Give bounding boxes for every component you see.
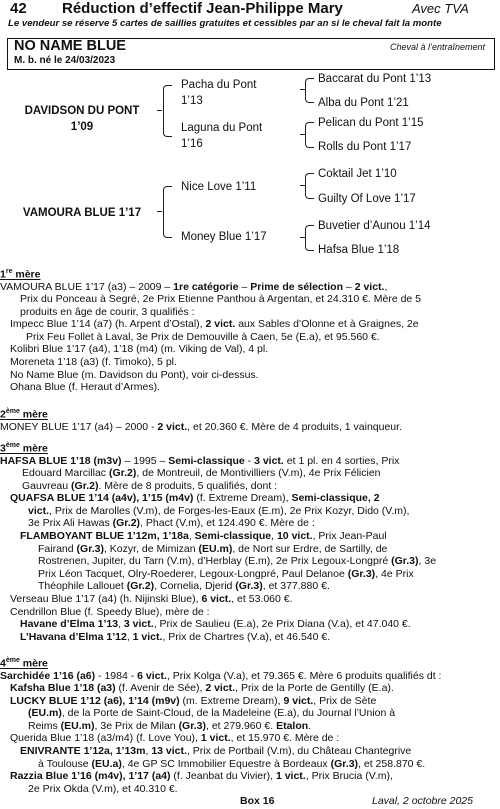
brace-dam	[163, 186, 172, 238]
text: .	[308, 719, 312, 732]
first-dam-line: Ohana Blue (f. Heraut d’Armes).	[10, 381, 160, 394]
text: (Gr.3)	[178, 719, 206, 732]
third-dam-line	[0, 505, 436, 518]
text: Edouard Marcillac	[22, 467, 109, 480]
text: (Gr.3)	[347, 567, 376, 580]
text: QUAFSA BLUE 1’14 (a4v), 1’15 (m4v)	[10, 492, 194, 505]
text: à Toulouse	[38, 757, 92, 770]
first-dam-line	[0, 318, 421, 331]
third-dam-title-num: 3	[0, 442, 6, 455]
pedigree-sire	[12, 103, 152, 135]
footer-box-number: Box 16	[240, 795, 275, 807]
pedigree-sire-dam-name: Laguna du Pont	[181, 122, 263, 134]
third-dam-section	[0, 442, 436, 643]
first-dam-title-sup: re	[5, 268, 13, 275]
text: Havane d’Elma 1’13	[20, 618, 119, 631]
pedigree-dam-dam: Money Blue 1’17	[181, 231, 267, 243]
text: , Phact (V.m), et 124.490 €. Mère de :	[140, 517, 315, 530]
pedigree-sire-name: DAVIDSON DU PONT 1’09	[24, 105, 140, 133]
brace-g56	[305, 173, 314, 199]
text: Semi-classique	[291, 492, 368, 505]
text: ,	[126, 630, 133, 643]
text: Querida Blue 1’18 (a3/m4) (f. Love You),	[10, 732, 201, 745]
text: Semi-classique	[194, 530, 272, 543]
text: MONEY BLUE 1’17 (a4) – 2000 -	[0, 420, 158, 433]
fourth-dam-line	[0, 770, 441, 783]
text: 1 vict.	[275, 770, 306, 783]
text: (Gr.3)	[330, 757, 359, 770]
text: (Gr.2)	[108, 467, 137, 480]
brace-g56-mid	[300, 185, 305, 186]
first-dam-line: Prix du Ponceau à Segré, 2e Prix Etienne Panthou à Argentan, et 24.310 €. Mère de 5	[20, 293, 422, 306]
text: , et 377.880 €.	[262, 580, 330, 593]
text: L’Havana d’Elma 1’12	[20, 630, 127, 643]
brace-g12-mid	[300, 89, 305, 90]
text: , et 20.360 €. Mère de 4 produits, 1 vainqueur.	[187, 420, 402, 433]
third-dam-line	[0, 543, 436, 556]
text: Fairand	[38, 542, 77, 555]
text: , de Nort sur Erdre, de Sartilly, de	[232, 542, 388, 555]
lot-number: 42	[10, 0, 27, 17]
text: , 3e Prix de Milan	[94, 719, 179, 732]
text: (Gr.2)	[126, 580, 155, 593]
third-dam-line	[0, 492, 436, 505]
first-dam-title	[0, 268, 421, 281]
text: Rostrenen, Jupiter, du Tarn (V.m), d’Herblay (E.m), 2e Prix Legoux-Longpré	[38, 555, 392, 568]
text: LUCKY BLUE 1’12 (a6), 1’14 (m9v)	[10, 694, 180, 707]
pedigree-g3: Pelican du Pont 1’15	[318, 117, 424, 129]
text: Semi-classique	[168, 454, 245, 467]
fourth-dam-section	[0, 657, 441, 795]
text: Théophile Lallouet	[38, 580, 127, 593]
text: , Prix de Portbail (V.m), du Château Chantegrive	[186, 745, 412, 758]
second-dam-title-sup: ème	[5, 408, 20, 415]
text: (EU.m)	[198, 542, 233, 555]
brace-sire-mid	[157, 110, 162, 111]
text: - 1984 -	[95, 669, 138, 682]
text: Sarchidée 1’16 (a6)	[0, 669, 96, 682]
brace-g34	[305, 122, 314, 148]
text: , Prix Jean-Paul	[312, 530, 387, 543]
pedigree-g1: Baccarat du Pont 1’13	[318, 73, 432, 85]
second-dam-line	[0, 421, 402, 434]
third-dam-line	[0, 631, 436, 644]
pedigree-sire-dam	[181, 121, 262, 151]
text: (f. Avenir de Sée),	[115, 682, 206, 695]
text: ,	[384, 280, 388, 293]
text: 2 vict.	[354, 280, 385, 293]
fourth-dam-title-sup: ème	[5, 657, 20, 664]
page-title: Réduction d’effectif Jean-Philippe Mary	[62, 0, 343, 17]
text: FLAMBOYANT BLUE 1’12m, 1’18a	[20, 530, 189, 543]
brace-g12	[305, 78, 314, 103]
text: 3 vict.	[123, 618, 154, 631]
fourth-dam-line: 2e Prix Okda (V.m), et 40.310 €.	[28, 782, 178, 795]
text: 6 vict.	[137, 669, 167, 682]
text: (Gr.3)	[391, 555, 419, 568]
fourth-dam-line	[0, 732, 441, 745]
brace-sire	[163, 85, 172, 137]
text: Verseau Blue 1’17 (a4) (h. Nijinski Blue),	[10, 593, 202, 606]
text: ,	[188, 530, 195, 543]
text: -	[244, 454, 255, 467]
third-dam-title	[0, 442, 436, 455]
fourth-dam-line	[0, 682, 441, 695]
third-dam-title-sup: ème	[5, 442, 20, 449]
text: 1re catégorie	[173, 280, 239, 293]
text: – 1995 –	[121, 454, 169, 467]
first-dam-line	[0, 281, 421, 294]
third-dam-line	[0, 555, 436, 568]
third-dam-line	[0, 618, 436, 631]
text: , Kozyr, de Mimizan	[103, 542, 199, 555]
second-dam-section	[0, 408, 402, 433]
text: 3 vict.	[254, 454, 284, 467]
text: 9 vict.	[283, 694, 314, 707]
first-dam-section	[0, 268, 421, 394]
text: , Prix de Sète	[313, 694, 377, 707]
third-dam-line	[0, 480, 436, 493]
text: (EU.a)	[91, 757, 122, 770]
third-dam-line	[0, 580, 436, 593]
fourth-dam-line	[0, 695, 441, 708]
first-dam-line: produits en âge de courir, 3 qualifiés :	[20, 305, 195, 318]
footer-date: Laval, 2 octobre 2025	[372, 795, 473, 807]
text: 6 vict.	[201, 593, 232, 606]
brace-g78	[305, 225, 314, 251]
second-dam-title-num: 2	[0, 408, 6, 421]
pedigree-sire-sire-name: Pacha du Pont	[181, 79, 257, 91]
text: (Gr.2)	[112, 517, 141, 530]
text: Kafsha Blue 1’18 (a3)	[10, 682, 116, 695]
text: 2 vict.	[205, 318, 236, 331]
text: 2 vict.	[205, 682, 236, 695]
pedigree-g4: Rolls du Pont 1’17	[318, 141, 412, 153]
training-status: Cheval à l’entraînement	[390, 42, 486, 52]
text: , et 15.970 €. Mère de :	[230, 732, 340, 745]
text: vict.	[28, 504, 50, 517]
first-dam-line: Prix Feu Follet à Laval, 3e Prix de Demouville à Caen, 5e (E.a), et 95.560 €.	[26, 330, 380, 343]
text: , de Montreuil, de Montivilliers (V.m), 4e Prix Félicien	[136, 467, 381, 480]
brace-g34-mid	[300, 134, 305, 135]
text: –	[343, 280, 355, 293]
text: (f. Jeanbat du Vivier),	[170, 770, 276, 783]
text: –	[238, 280, 251, 293]
third-dam-line	[0, 467, 436, 480]
pedigree-sire-sire-time: 1’13	[181, 95, 203, 107]
text: (EU.m)	[60, 719, 95, 732]
pedigree-g6: Guilty Of Love 1’17	[318, 193, 416, 205]
text: , et 258.870 €.	[358, 757, 426, 770]
text: Prix Léon Tacquet, Olry-Roederer, Legoux-Longpré, Paul Delanoe	[38, 567, 348, 580]
text: (f. Extreme Dream),	[193, 492, 292, 505]
pedigree-sire-dam-time: 1’16	[181, 138, 203, 150]
text: Prime de sélection	[250, 280, 344, 293]
pedigree-g5: Coktail Jet 1’10	[318, 168, 397, 180]
text: et 1 pl. en 4 sorties, Prix	[283, 454, 400, 467]
text: ENIVRANTE 1’12a, 1’13m	[20, 745, 146, 758]
third-dam-title-word: mère	[19, 442, 48, 455]
text: aux Sables d’Olonne et à Graignes, 2e	[235, 318, 419, 331]
text: . Mère de 8 produits, 5 qualifiés, dont :	[98, 479, 278, 492]
horse-name: NO NAME BLUE	[14, 38, 126, 54]
vat-label: Avec TVA	[412, 1, 469, 16]
text: , et 53.060 €.	[231, 593, 293, 606]
fourth-dam-line	[0, 707, 441, 720]
second-dam-title	[0, 408, 402, 421]
text: , Prix Kolga (V.a), et 79.365 €. Mère 6 produits qualifiés dt :	[166, 669, 442, 682]
pedigree-dam-sire: Nice Love 1’11	[181, 181, 257, 193]
text: 3e Prix Ali Hawas	[28, 517, 113, 530]
text: 10 vict.	[276, 530, 313, 543]
pedigree-g2: Alba du Pont 1’21	[318, 97, 409, 109]
text: , 3e	[418, 555, 437, 568]
text: , de la Porte de Saint-Cloud, de la Madeleine (E.a), du Journal l’Union à	[61, 707, 396, 720]
third-dam-line	[0, 517, 436, 530]
first-dam-title-word: mère	[12, 268, 41, 281]
second-dam-title-word: mère	[19, 408, 48, 421]
text: VAMOURA BLUE 1’17 (a3) – 2009 –	[0, 280, 174, 293]
third-dam-line	[0, 455, 436, 468]
text: 1 vict.	[132, 630, 163, 643]
text: ,	[118, 618, 124, 631]
text: Etalon	[276, 719, 309, 732]
text: (Gr.2)	[71, 479, 99, 492]
seller-notice: Le vendeur se réserve 5 cartes de saillies gratuites et cessibles par an si le cheval fait la monte	[8, 18, 442, 29]
first-dam-line: Moreneta 1’18 (a3) (f. Timoko), 5 pl.	[10, 356, 177, 369]
text: , Prix de la Porte de Gentilly (E.a).	[235, 682, 394, 695]
text: , Prix de Chartres (V.a), et 46.540 €.	[162, 630, 331, 643]
third-dam-line	[0, 530, 436, 543]
pedigree-dam: VAMOURA BLUE 1’17	[22, 207, 142, 219]
text: Impecc Blue 1’14 (a7) (h. Arpent d’Ostal),	[10, 318, 206, 331]
text: (Gr.3)	[235, 580, 263, 593]
text: 2 vict.	[157, 420, 188, 433]
fourth-dam-title-word: mère	[19, 657, 48, 670]
text: ,	[145, 745, 152, 758]
text: (Gr.3)	[76, 542, 104, 555]
text: Reims	[28, 719, 61, 732]
birth-info: M. b. né le 24/03/2023	[14, 55, 116, 66]
fourth-dam-line	[0, 745, 441, 758]
text: , et 279.960 €.	[206, 719, 277, 732]
text: 1 vict.	[200, 732, 231, 745]
brace-g78-mid	[300, 237, 305, 238]
pedigree-sire-sire	[181, 78, 256, 108]
text: Gauvreau	[22, 479, 72, 492]
fourth-dam-title	[0, 657, 441, 670]
pedigree-g8: Hafsa Blue 1’18	[318, 244, 400, 256]
text: , 4e Prix	[375, 567, 414, 580]
pedigree-g7: Buvetier d’Aunou 1’14	[318, 220, 431, 232]
fourth-dam-line	[0, 670, 441, 683]
first-dam-line: No Name Blue (m. Davidson du Pont), voir ci-dessus.	[10, 368, 259, 381]
text: HAFSA BLUE 1’18 (m3v)	[0, 454, 122, 467]
first-dam-title-num: 1	[0, 268, 6, 281]
third-dam-line	[0, 568, 436, 581]
text: , Prix de Saulieu (E.a), 2e Prix Diana (V.a), et 47.040 €.	[153, 618, 411, 631]
fourth-dam-line	[0, 758, 441, 771]
text: Razzia Blue 1’16 (m4v), 1’17 (a4)	[10, 770, 171, 783]
text: ,	[271, 530, 277, 543]
first-dam-line: Kolibri Blue 1’17 (a4), 1’18 (m4) (m. Viking de Val), 4 pl.	[10, 343, 269, 356]
third-dam-line: Cendrillon Blue (f. Speedy Blue), mère de :	[10, 605, 210, 618]
text: (EU.m)	[28, 707, 62, 720]
text: , Prix de Marolles (V.m), de Forges-les-Eaux (E.m), 2e Prix Kozyr, Dido (V.m),	[49, 504, 410, 517]
text: , Cornelia, Djerid	[154, 580, 236, 593]
fourth-dam-line	[0, 720, 441, 733]
fourth-dam-title-num: 4	[0, 657, 6, 670]
text: 13 vict.	[151, 745, 187, 758]
text: , 4e GP SC Immobilier Equestre à Bordeaux	[121, 757, 331, 770]
third-dam-line	[0, 593, 436, 606]
brace-dam-mid	[157, 211, 162, 212]
text: , 2	[367, 492, 380, 505]
text: (m. Extreme Dream),	[179, 694, 284, 707]
text: , Prix Brucia (V.m),	[305, 770, 393, 783]
